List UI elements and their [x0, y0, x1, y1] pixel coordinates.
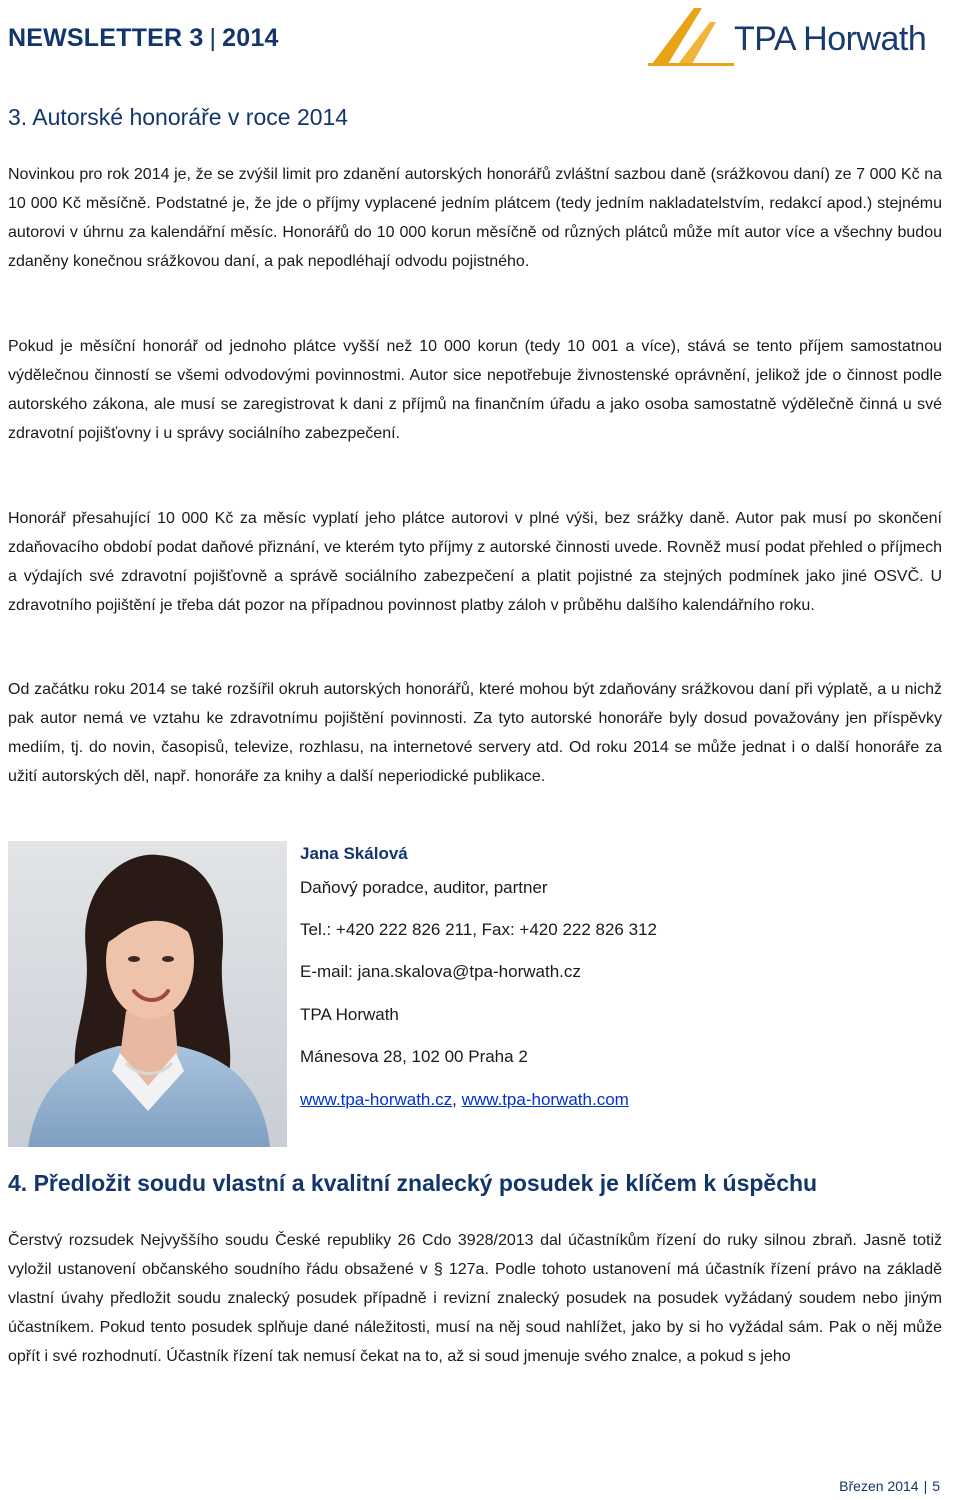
portrait-illustration: [8, 841, 287, 1147]
section-4-heading: 4. Předložit soudu vlastní a kvalitní znalecký posudek je klíčem k úspěchu: [8, 1170, 818, 1196]
contact-address: Mánesova 28, 102 00 Praha 2: [300, 1047, 528, 1066]
website-link-com[interactable]: www.tpa-horwath.com: [461, 1090, 629, 1109]
website-separator: ,: [452, 1090, 462, 1109]
logo-text: TPA Horwath: [734, 20, 927, 58]
contact-email: E-mail: jana.skalova@tpa-horwath.cz: [300, 962, 581, 981]
newsletter-label: NEWSLETTER 3: [8, 24, 204, 52]
author-portrait-photo: [8, 841, 287, 1147]
newsletter-year: 2014: [222, 24, 279, 52]
contact-phone: Tel.: +420 222 826 211, Fax: +420 222 826 312: [300, 920, 657, 939]
contact-company: TPA Horwath: [300, 1005, 399, 1024]
section-3-paragraph-2: Pokud je měsíční honorář od jednoho plátce vyšší než 10 000 korun (tedy 10 001 a více), stává se tento příjem samostatnou výdělečnou činností se všemi odvodovými povinnostmi. Autor sice nepotřebuje živnostenské oprávnění, jelikož jde o činnost podle autorského zákona, ale musí se zaregistrovat k dani z příjmů na finančním úřadu a jako osoba samostatně výdělečně činná u své zdravotní pojišťovny i u správy sociálního zabezpečení.: [8, 338, 942, 442]
page-footer: [839, 1478, 940, 1494]
tpa-horwath-logo: [648, 4, 958, 68]
section-3-paragraph-3: Honorář přesahující 10 000 Kč za měsíc vyplatí jeho plátce autorovi v plné výši, bez srážky daně. Autor pak musí po skončení zdaňovacího období podat daňové přiznání, ve kterém tyto příjmy z autorské činnosti uvede. Rovněž musí podat přehled o příjmech a výdajích své zdravotní pojišťovně a správě sociálního zabezpečení a platit pojistné za stejných podmínek jako jiné OSVČ. U zdravotního pojištění je třeba dát pozor na případnou povinnost platby záloh v průběhu dalšího kalendářního roku.: [8, 510, 942, 614]
website-link-cz[interactable]: www.tpa-horwath.cz: [300, 1090, 453, 1109]
section-4-paragraph: Čerstvý rozsudek Nejvyššího soudu České republiky 26 Cdo 3928/2013 dal účastníkům řízení do ruky silnou zbraň. Jasně totiž vyložil ustanovení občanského soudního řádu obsažené v § 127a. Podle tohoto ustanovení má účastník řízení právo na základě vlastní úvahy předložit soudu znalecký posudek případně i revizní znalecký posudek na posudek vyžádaný soudem nebo jiným účastníkem. Pokud tento posudek splňuje dané náležitosti, musí na něj soud nahlížet, jako by si ho vyžádal sám. Pak o něj může opřít i své rozhodnutí. Účastník řízení tak nemusí čekat na to, až si soud jmenuje svého znalce, a pokud s jeho: [8, 1232, 942, 1365]
section-3-heading: 3. Autorské honoráře v roce 2014: [8, 104, 349, 130]
footer-separator: |: [923, 1478, 928, 1494]
contact-role: Daňový poradce, auditor, partner: [300, 878, 548, 897]
section-3-paragraph-4: Od začátku roku 2014 se také rozšířil okruh autorských honorářů, které mohou být zdaňovány srážkovou daní při výplatě, a u nichž pak autor nemá ve vztahu ke zdravotnímu pojištění povinnosti. Za tyto autorské honoráře byly dosud považovány jen příspěvky mediím, tj. do novin, časopisů, televize, rozhlasu, na internetové servery atd. Od roku 2014 se může jednat i o další honoráře za užití autorských děl, např. honoráře za knihy a další neperiodické publikace.: [8, 681, 942, 785]
contact-name: Jana Skálová: [300, 844, 408, 863]
contact-websites: [300, 1090, 629, 1110]
logo-mark-icon: [648, 4, 734, 68]
header-separator: |: [209, 24, 217, 52]
footer-month: Březen 2014: [839, 1478, 919, 1494]
section-3-paragraph-1: Novinkou pro rok 2014 je, že se zvýšil limit pro zdanění autorských honorářů zvláštní sazbou daně (srážkovou daní) ze 7 000 Kč na 10 000 Kč měsíčně. Podstatné je, že jde o příjmy vyplacené jedním plátcem (tedy jedním nakladatelstvím, redakcí apod.) stejnému autorovi v úhrnu za kalendářní měsíc. Honorářů do 10 000 korun měsíčně od různých plátců může mít autor více a všechny budou zdaněny konečnou srážkovou daní, a pak nepodléhají odvodu pojistného.: [8, 166, 942, 270]
newsletter-header: [8, 24, 279, 53]
page-number: 5: [932, 1478, 940, 1494]
